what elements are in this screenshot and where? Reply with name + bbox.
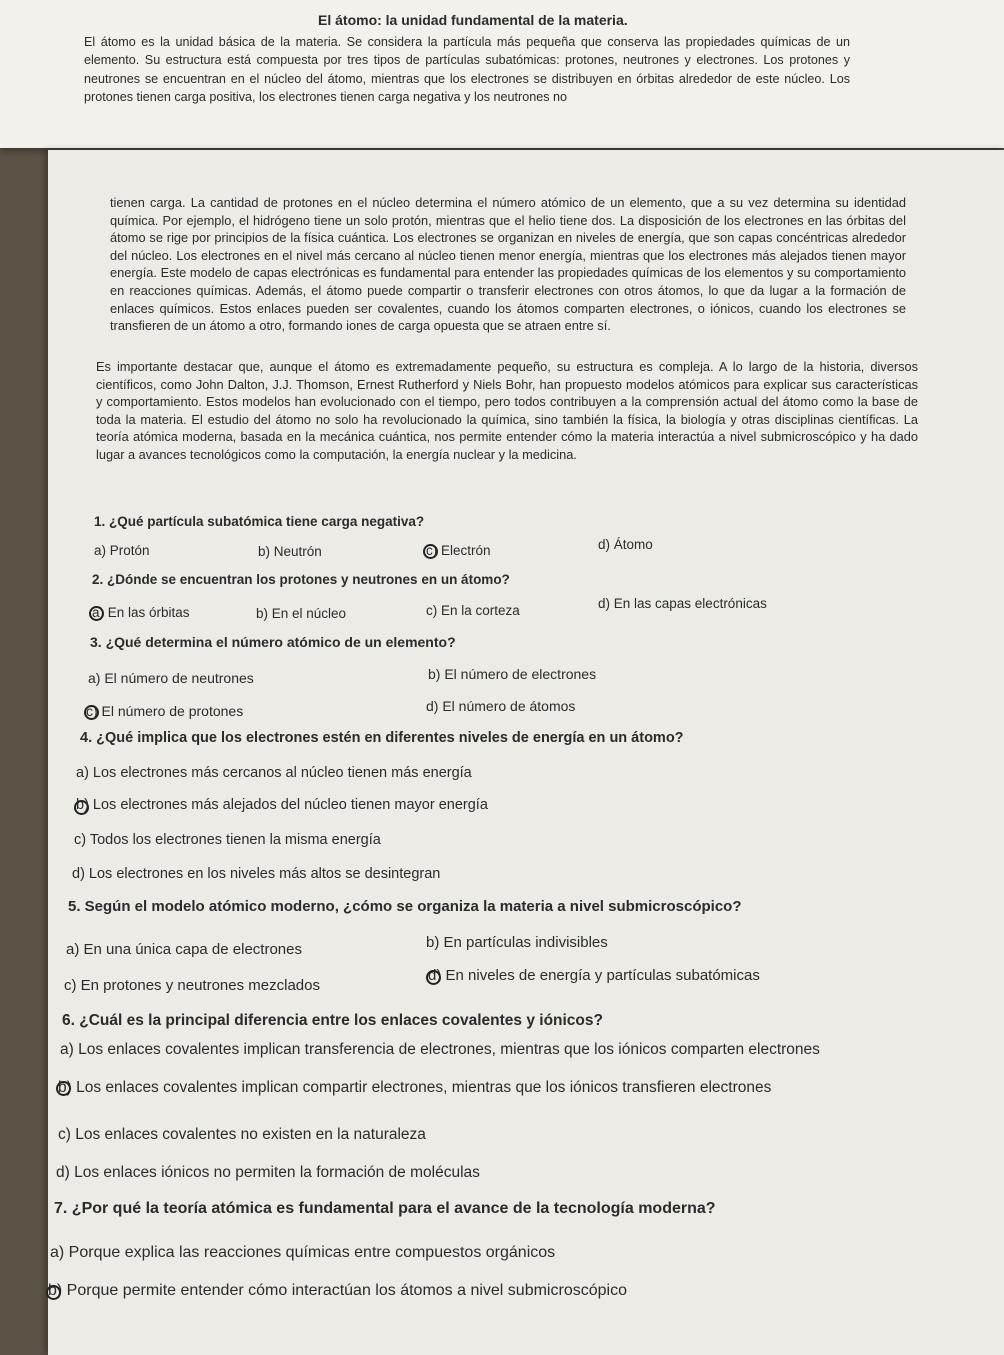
q4-option-d[interactable]: d) Los electrones en los niveles más altos se desintegran (72, 866, 441, 882)
q2-option-a[interactable]: a) En las órbitas (92, 605, 190, 620)
question-2: 2. ¿Dónde se encuentran los protones y neutrones en un átomo? (92, 572, 510, 587)
q5-option-b[interactable]: b) En partículas indivisibles (426, 934, 608, 951)
q5-option-d[interactable]: d) En niveles de energía y partículas subatómicas (428, 967, 760, 984)
q1-option-a[interactable]: a) Protón (94, 543, 150, 558)
q1-option-d[interactable]: d) Átomo (598, 537, 653, 552)
q5-option-a[interactable]: a) En una única capa de electrones (66, 941, 302, 958)
q3-option-c[interactable]: c) El número de protones (86, 703, 244, 719)
q4-option-b[interactable]: b) Los electrones más alejados del núcleo tienen mayor energía (76, 797, 488, 813)
question-3: 3. ¿Qué determina el número atómico de un elemento? (90, 634, 456, 650)
q4-option-a[interactable]: a) Los electrones más cercanos al núcleo tienen más energía (76, 765, 472, 781)
q5-option-c[interactable]: c) En protones y neutrones mezclados (64, 977, 320, 994)
q1-option-c[interactable]: c) Electrón (426, 543, 491, 558)
question-5: 5. Según el modelo atómico moderno, ¿cómo se organiza la materia a nivel submicroscópico? (68, 898, 742, 915)
answer-mark-icon (423, 544, 438, 559)
question-4: 4. ¿Qué implica que los electrones estén en diferentes niveles de energía en un átomo? (80, 730, 684, 746)
question-7: 7. ¿Por qué la teoría atómica es fundamental para el avance de la tecnología moderna? (54, 1200, 716, 1217)
answer-mark-icon (84, 705, 99, 720)
body-paragraph-1: tienen carga. La cantidad de protones en el núcleo determina el número atómico de un elemento, que a su vez determina su identidad química. Por ejemplo, el hidrógeno tiene un solo protón, mientras que el helio tiene dos. La disposición de los electrones en las órbitas del átomo se rige por principios de la física cuántica. Los electrones se organizan en niveles de energía, que son capas concéntricas alrededor del núcleo. Los electrones en el nivel más cercano al núcleo tienen menor energía, mientras que los electrones más alejados tienen mayor energía. Este modelo de capas electrónicas es fundamental para entender las propiedades químicas de los elementos y su comportamiento en reacciones químicas. Además, el átomo puede compartir o transferir electrones con otros átomos, lo que da lugar a la formación de enlaces químicos. Estos enlaces pueden ser covalentes, cuando los átomos comparten electrones, o iónicos, cuando los electrones se transfieren de un átomo a otro, formando iones de carga opuesta que se atraen entre sí. (110, 195, 906, 334)
q6-option-d[interactable]: d) Los enlaces iónicos no permiten la formación de moléculas (56, 1164, 480, 1181)
q6-option-b[interactable]: b) Los enlaces covalentes implican compartir electrones, mientras que los iónicos transfieren electrones (58, 1079, 772, 1096)
q1-option-b[interactable]: b) Neutrón (258, 544, 322, 559)
intro-paragraph: El átomo es la unidad básica de la materia. Se considera la partícula más pequeña que conserva las propiedades químicas de un elemento. Su estructura está compuesta por tres tipos de partículas subatómicas: protones, neutrones y electrones. Los protones y neutrones se encuentran en el núcleo del átomo, mientras que los electrones se distribuyen en órbitas alrededor de este núcleo. Los protones tienen carga positiva, los electrones tienen carga negativa y los neutrones no (84, 35, 850, 105)
q3-option-a[interactable]: a) El número de neutrones (88, 670, 254, 686)
top-page (0, 0, 1004, 148)
q6-option-a[interactable]: a) Los enlaces covalentes implican transferencia de electrones, mientras que los iónicos comparten electrones (60, 1041, 820, 1058)
q2-option-b[interactable]: b) En el núcleo (256, 606, 347, 621)
q3-option-b[interactable]: b) El número de electrones (428, 666, 597, 682)
q7-option-a[interactable]: a) Porque explica las reacciones químicas entre compuestos orgánicos (50, 1244, 556, 1261)
answer-mark-icon (56, 1081, 71, 1096)
question-6: 6. ¿Cuál es la principal diferencia entre los enlaces covalentes y iónicos? (62, 1012, 603, 1029)
q7-option-b[interactable]: b) Porque permite entender cómo interactúan los átomos a nivel submicroscópico (48, 1282, 627, 1299)
document-title: El átomo: la unidad fundamental de la materia. (318, 12, 628, 28)
q6-option-c[interactable]: c) Los enlaces covalentes no existen en la naturaleza (58, 1126, 426, 1143)
answer-mark-icon (46, 1285, 61, 1300)
question-1: 1. ¿Qué partícula subatómica tiene carga negativa? (94, 514, 425, 529)
answer-mark-icon (426, 970, 441, 985)
q2-option-c[interactable]: c) En la corteza (426, 603, 520, 618)
q4-option-c[interactable]: c) Todos los electrones tienen la misma energía (74, 832, 381, 848)
body-paragraph-2: Es importante destacar que, aunque el átomo es extremadamente pequeño, su estructura es compleja. A lo largo de la historia, diversos científicos, como John Dalton, J.J. Thomson, Ernest Rutherford y Niels Bohr, han propuesto modelos atómicos para explicar sus características y comportamiento. Estos modelos han evolucionado con el tiempo, pero todos contribuyen a la comprensión actual del átomo como la base de toda la materia. El estudio del átomo no solo ha revolucionado la química, sino también la física, la biología y otras disciplinas científicas. La teoría atómica moderna, basada en la mecánica cuántica, nos permite entender cómo la materia interactúa a nivel submicroscópico y ha dado lugar a avances tecnológicos como la computación, la energía nuclear y la medicina. (96, 359, 918, 462)
answer-mark-icon (74, 800, 89, 815)
answer-mark-icon (89, 606, 104, 621)
q2-option-d[interactable]: d) En las capas electrónicas (598, 596, 767, 611)
q3-option-d[interactable]: d) El número de átomos (426, 698, 576, 714)
